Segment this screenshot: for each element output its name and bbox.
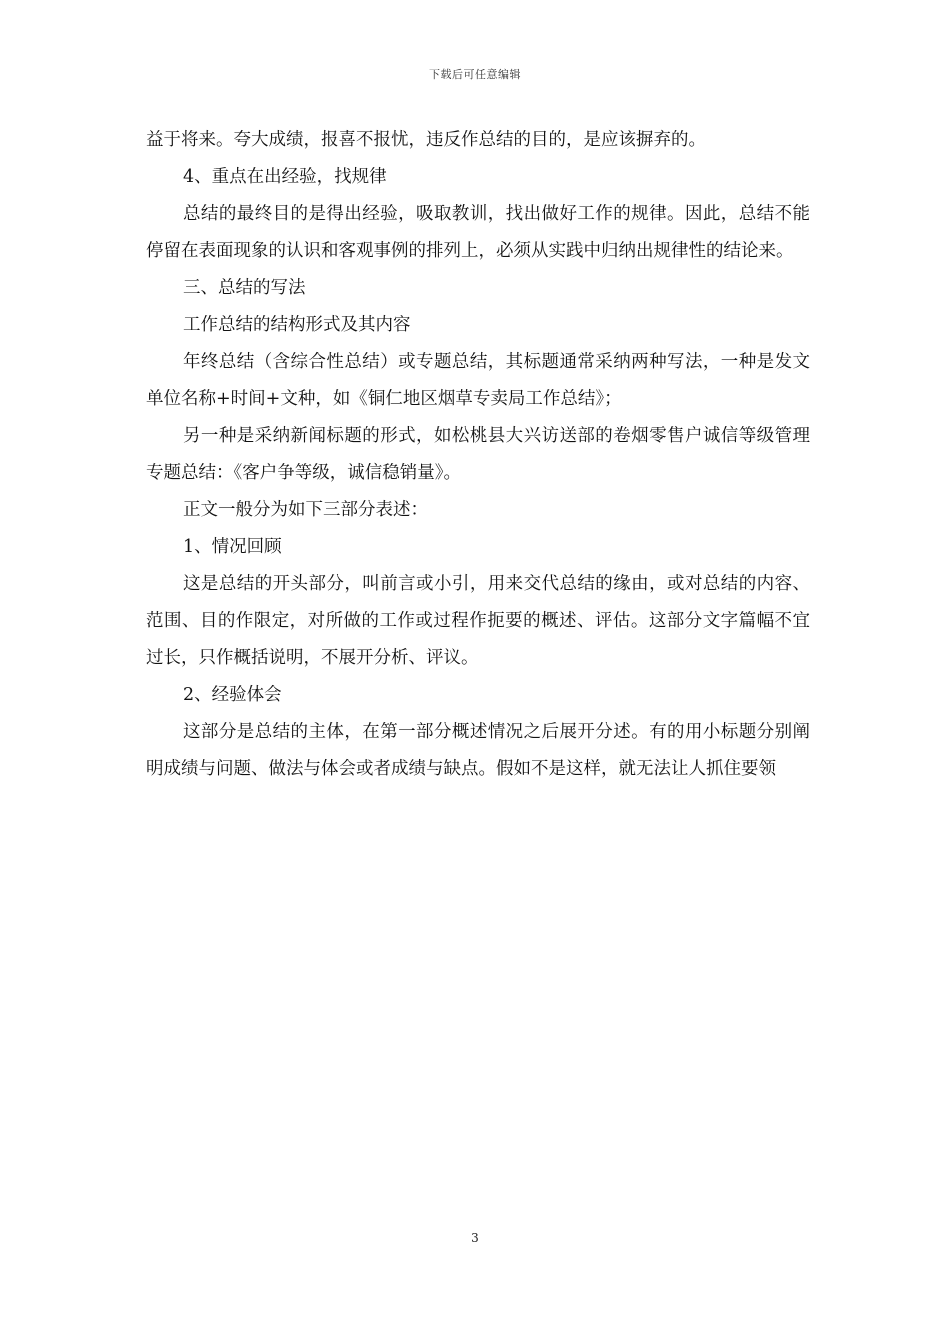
subheading-structure: 工作总结的结构形式及其内容 [183, 315, 411, 335]
paragraph-2: 总结的最终目的是得出经验，吸取教训，找出做好工作的规律。因此，总结不能停留在表面现象的认识和客观事例的排列上，必须从实践中归纳出规律性的结论来。 [146, 204, 810, 261]
paragraph-4: 另一种是采纳新闻标题的形式，如松桃县大兴访送部的卷烟零售户诚信等级管理专题总结：《客户争等级，诚信稳销量》。 [146, 426, 810, 483]
heading-key-point: 4、重点在出经验，找规律 [183, 167, 387, 187]
heading-experience: 2、经验体会 [183, 685, 282, 705]
paragraph-1: 益于将来。夸大成绩，报喜不报忧，违反作总结的目的，是应该摒弃的。 [146, 130, 706, 150]
section-heading-writing-method: 三、总结的写法 [183, 278, 306, 298]
page-header: 下载后可任意编辑 [429, 68, 521, 81]
paragraph-6: 这是总结的开头部分，叫前言或小引，用来交代总结的缘由，或对总结的内容、范围、目的作限定，对所做的工作或过程作扼要的概述、评估。这部分文字篇幅不宜过长，只作概括说明，不展开分析、评议。 [146, 574, 810, 668]
heading-situation-review: 1、情况回顾 [183, 537, 282, 557]
page-number: 3 [471, 1231, 479, 1245]
paragraph-5: 正文一般分为如下三部分表述： [183, 500, 428, 520]
paragraph-7: 这部分是总结的主体，在第一部分概述情况之后展开分述。有的用小标题分别阐明成绩与问题、做法与体会或者成绩与缺点。假如不是这样，就无法让人抓住要领 [146, 722, 810, 779]
document-body [146, 122, 810, 788]
paragraph-3: 年终总结（含综合性总结）或专题总结，其标题通常采纳两种写法，一种是发文单位名称+时间+文种，如《铜仁地区烟草专卖局工作总结》； [146, 352, 810, 409]
